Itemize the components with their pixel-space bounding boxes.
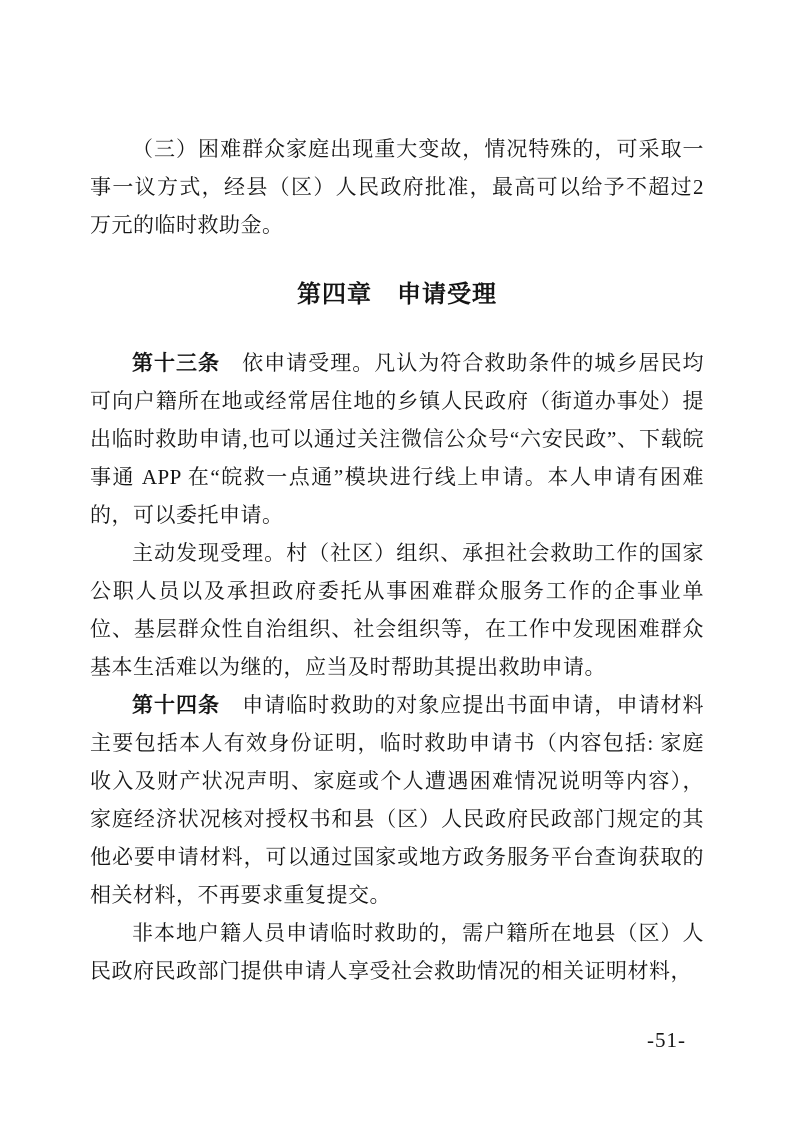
document-line: 主要包括本人有效身份证明，临时救助申请书（内容包括: 家庭	[90, 731, 704, 755]
document-line: 相关材料，不再要求重复提交。	[90, 883, 391, 907]
document-line: 的，可以委托申请。	[90, 503, 284, 527]
article-number-label: 第十四条	[132, 694, 221, 717]
article-number-label: 第十三条	[132, 352, 221, 375]
document-line: 公职人员以及承担政府委托从事困难群众服务工作的企事业单	[90, 579, 704, 603]
document-content	[90, 130, 704, 990]
line-text: 依申请受理。凡认为符合救助条件的城乡居民均	[220, 351, 705, 375]
document-line: 事通 APP 在“皖救一点通”模块进行线上申请。本人申请有困难	[90, 465, 704, 489]
document-line: 他必要申请材料，可以通过国家或地方政务服务平台查询获取的	[90, 845, 704, 869]
line-text: 申请临时救助的对象应提出书面申请，申请材料	[220, 693, 705, 717]
document-line: 民政府民政部门提供申请人享受社会救助情况的相关证明材料，	[90, 959, 692, 983]
document-line: 出临时救助申请,也可以通过关注微信公众号“六安民政”、下载皖	[90, 427, 704, 451]
document-line	[90, 344, 704, 382]
document-line: 事一议方式，经县（区）人民政府批准，最高可以给予不超过2	[90, 175, 704, 199]
document-line: 位、基层群众性自治组织、社会组织等，在工作中发现困难群众	[90, 617, 704, 641]
document-line: 主动发现受理。村（社区）组织、承担社会救助工作的国家	[132, 541, 704, 565]
page-number: -51-	[647, 1028, 686, 1052]
document-line: 万元的临时救助金。	[90, 213, 284, 237]
chapter-heading: 第四章 申请受理	[297, 281, 497, 308]
document-line: 收入及财产状况声明、家庭或个人遭遇困难情况说明等内容），	[90, 769, 704, 793]
document-line	[90, 686, 704, 724]
document-line: 可向户籍所在地或经常居住地的乡镇人民政府（街道办事处）提	[90, 389, 704, 413]
document-line: （三）困难群众家庭出现重大变故，情况特殊的，可采取一	[132, 137, 704, 161]
document-line: 家庭经济状况核对授权书和县（区）人民政府民政部门规定的其	[90, 807, 704, 831]
document-line: 非本地户籍人员申请临时救助的，需户籍所在地县（区）人	[132, 921, 704, 945]
document-line: 基本生活难以为继的，应当及时帮助其提出救助申请。	[90, 655, 606, 679]
